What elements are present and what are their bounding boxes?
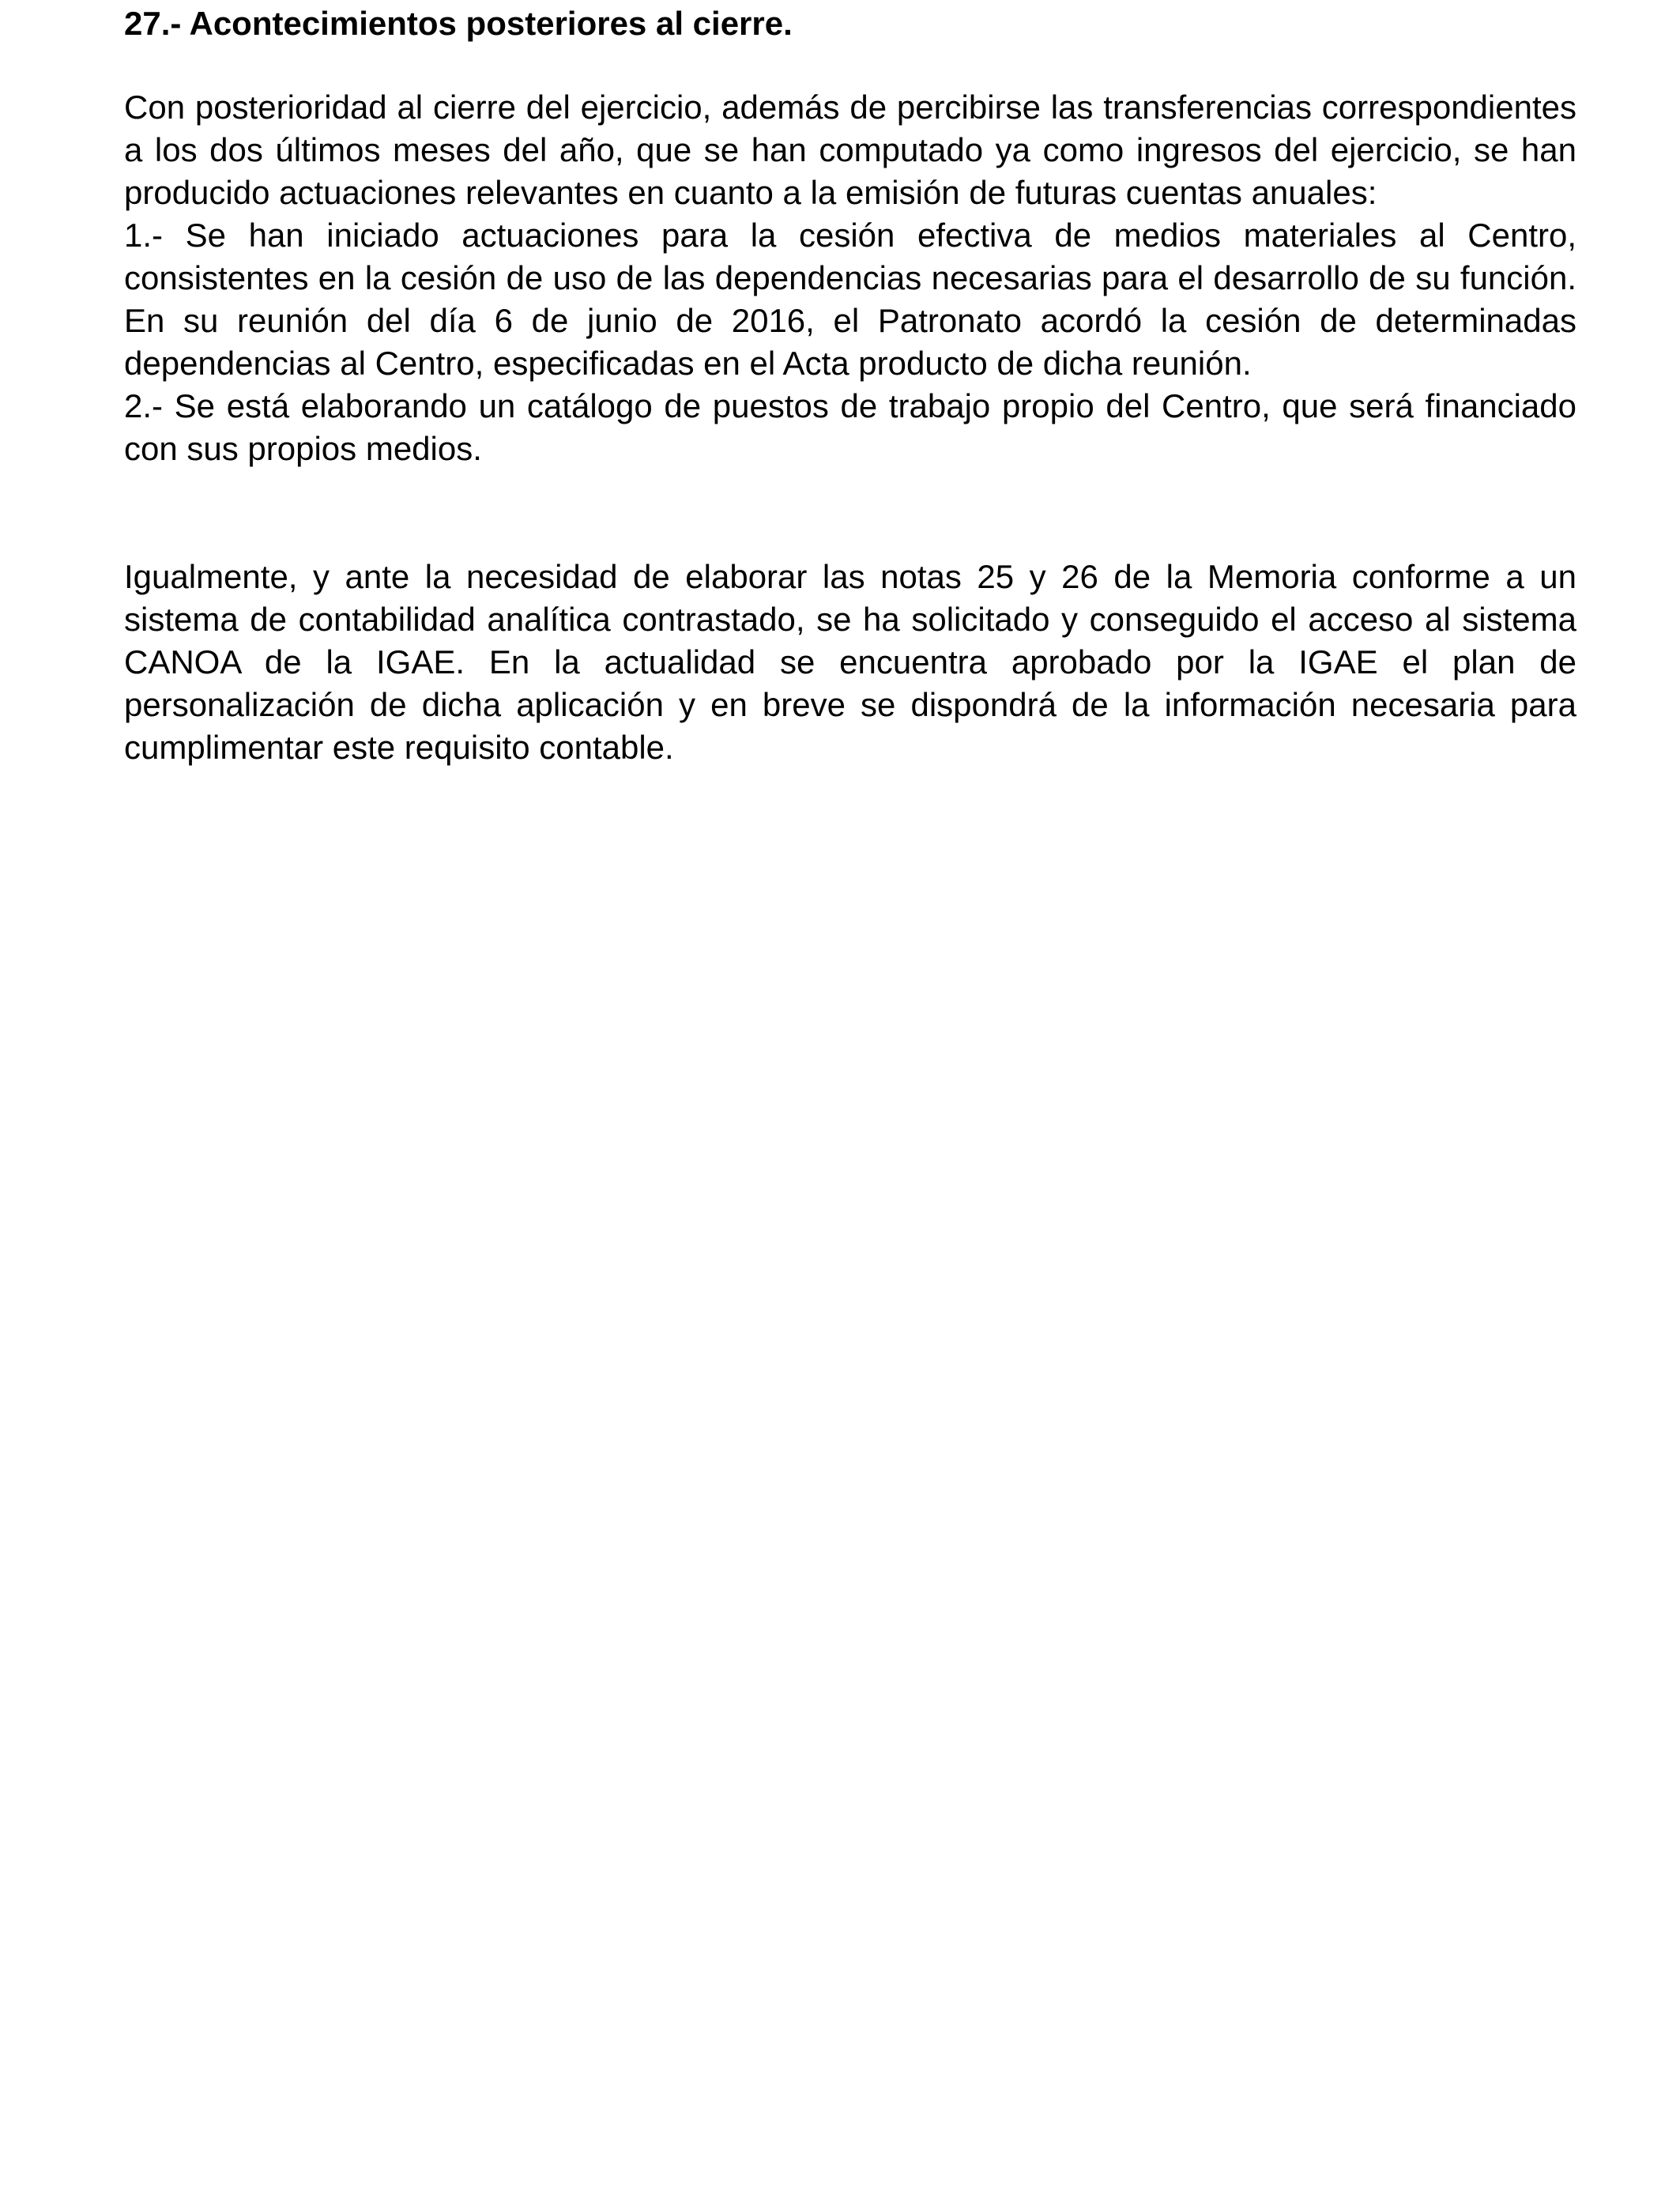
list-item-2: 2.- Se está elaborando un catálogo de puestos de trabajo propio del Centro, que será financiado con sus propios medios. (124, 387, 1576, 467)
section-heading: 27.- Acontecimientos posteriores al cierre. (124, 5, 793, 42)
document-page (124, 0, 1576, 769)
igualmente-paragraph: Igualmente, y ante la necesidad de elaborar las notas 25 y 26 de la Memoria conforme a un sistema de contabilidad analítica contrastado, se ha solicitado y conseguido el acceso al sistema CANOA de la IGAE. En la actualidad se encuentra aprobado por la IGAE el plan de personalización de dicha aplicación y en breve se dispondrá de la información necesaria para cumplimentar este requisito contable. (124, 558, 1576, 766)
intro-paragraph: Con posterioridad al cierre del ejercicio, además de percibirse las transferencias correspondientes a los dos últimos meses del año, que se han computado ya como ingresos del ejercicio, se han producido actuaciones relevantes en cuanto a la emisión de futuras cuentas anuales: (124, 89, 1576, 211)
list-item-1: 1.- Se han iniciado actuaciones para la cesión efectiva de medios materiales al Centro, consistentes en la cesión de uso de las dependencias necesarias para el desarrollo de su función. En su reunión del día 6 de junio de 2016, el Patronato acordó la cesión de determinadas dependencias al Centro, especificadas en el Acta producto de dicha reunión. (124, 217, 1576, 382)
